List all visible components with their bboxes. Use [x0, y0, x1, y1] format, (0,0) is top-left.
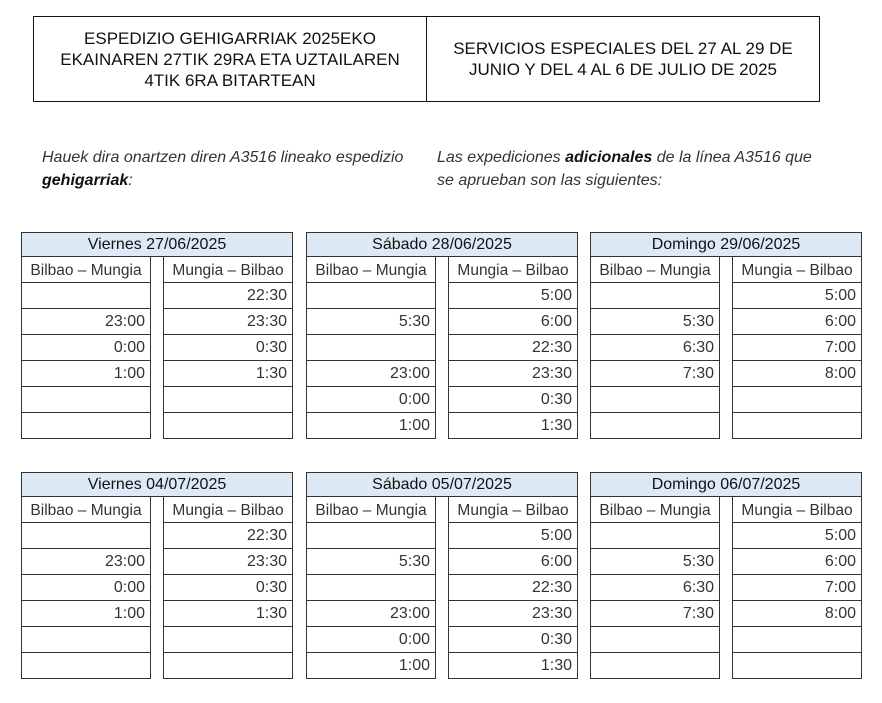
- time-cell: 1:30: [163, 601, 293, 627]
- time-cell: 23:00: [306, 601, 436, 627]
- time-cell: 1:00: [21, 361, 151, 387]
- time-cell: 7:00: [732, 335, 862, 361]
- day-title: Viernes 04/07/2025: [21, 472, 293, 497]
- column-bilbao-mungia: [21, 257, 151, 439]
- time-cell: [306, 523, 436, 549]
- time-cell: [590, 627, 720, 653]
- time-cell: 5:00: [448, 283, 578, 309]
- day-title: Sábado 28/06/2025: [306, 232, 578, 257]
- column-bilbao-mungia: [590, 497, 720, 679]
- time-cell: [21, 413, 151, 439]
- time-cell: 7:30: [590, 361, 720, 387]
- time-cell: 7:00: [732, 575, 862, 601]
- time-cell: 22:30: [448, 575, 578, 601]
- header-box: [33, 16, 820, 102]
- time-cell: 6:00: [732, 309, 862, 335]
- time-cell: [590, 283, 720, 309]
- column-header: Bilbao – Mungia: [21, 497, 151, 523]
- time-cell: [590, 413, 720, 439]
- time-cell: [590, 387, 720, 413]
- time-cell: 6:00: [732, 549, 862, 575]
- intro-spanish-end: de la línea A3516 que se aprueban son las siguientes:: [437, 149, 812, 189]
- time-cell: [590, 653, 720, 679]
- day-title: Viernes 27/06/2025: [21, 232, 293, 257]
- time-cell: [163, 413, 293, 439]
- time-cell: 23:00: [21, 549, 151, 575]
- time-cell: 0:00: [306, 387, 436, 413]
- column-header: Mungia – Bilbao: [732, 497, 862, 523]
- time-cell: 23:00: [306, 361, 436, 387]
- time-cell: 23:00: [21, 309, 151, 335]
- header-title-spanish: SERVICIOS ESPECIALES DEL 27 AL 29 DE JUNIO Y DEL 4 AL 6 DE JULIO DE 2025: [426, 17, 819, 101]
- time-cell: 1:30: [448, 413, 578, 439]
- column-mungia-bilbao: [163, 257, 293, 439]
- time-cell: 6:30: [590, 335, 720, 361]
- column-header: Bilbao – Mungia: [306, 257, 436, 283]
- time-cell: 0:00: [21, 575, 151, 601]
- time-cell: 22:30: [163, 523, 293, 549]
- time-cell: 0:30: [163, 575, 293, 601]
- day-title: Domingo 06/07/2025: [590, 472, 862, 497]
- column-mungia-bilbao: [448, 257, 578, 439]
- time-cell: 6:00: [448, 549, 578, 575]
- day-title: Domingo 29/06/2025: [590, 232, 862, 257]
- time-cell: 7:30: [590, 601, 720, 627]
- schedule-day-5: [306, 472, 578, 679]
- time-cell: [732, 653, 862, 679]
- time-cell: [732, 413, 862, 439]
- intro-basque-end: :: [128, 172, 133, 189]
- time-cell: 1:30: [448, 653, 578, 679]
- time-cell: 1:00: [306, 653, 436, 679]
- intro-spanish: [437, 146, 822, 192]
- time-cell: [306, 575, 436, 601]
- time-cell: 6:30: [590, 575, 720, 601]
- time-cell: 23:30: [163, 309, 293, 335]
- time-cell: [732, 627, 862, 653]
- column-header: Bilbao – Mungia: [21, 257, 151, 283]
- time-cell: 1:00: [21, 601, 151, 627]
- time-cell: 0:30: [163, 335, 293, 361]
- schedule-day-3: [590, 232, 862, 439]
- column-header: Mungia – Bilbao: [448, 257, 578, 283]
- intro-basque: [42, 146, 427, 192]
- column-bilbao-mungia: [306, 257, 436, 439]
- time-cell: 23:30: [448, 601, 578, 627]
- time-cell: [21, 523, 151, 549]
- column-mungia-bilbao: [732, 257, 862, 439]
- time-cell: 0:00: [21, 335, 151, 361]
- intro-spanish-text: Las expediciones: [437, 149, 566, 166]
- time-cell: 5:00: [448, 523, 578, 549]
- column-bilbao-mungia: [590, 257, 720, 439]
- column-header: Bilbao – Mungia: [590, 257, 720, 283]
- time-cell: [590, 523, 720, 549]
- column-mungia-bilbao: [732, 497, 862, 679]
- time-cell: [21, 653, 151, 679]
- time-cell: [306, 283, 436, 309]
- schedule-day-4: [21, 472, 293, 679]
- time-cell: 0:30: [448, 627, 578, 653]
- time-cell: 5:30: [590, 549, 720, 575]
- time-cell: [21, 283, 151, 309]
- column-bilbao-mungia: [21, 497, 151, 679]
- time-cell: 5:00: [732, 283, 862, 309]
- time-cell: 8:00: [732, 601, 862, 627]
- time-cell: 22:30: [448, 335, 578, 361]
- schedule-day-2: [306, 232, 578, 439]
- column-mungia-bilbao: [163, 497, 293, 679]
- time-cell: 1:30: [163, 361, 293, 387]
- time-cell: 5:30: [590, 309, 720, 335]
- time-cell: 23:30: [163, 549, 293, 575]
- column-bilbao-mungia: [306, 497, 436, 679]
- column-header: Mungia – Bilbao: [732, 257, 862, 283]
- column-header: Mungia – Bilbao: [448, 497, 578, 523]
- column-header: Mungia – Bilbao: [163, 497, 293, 523]
- intro-basque-text: Hauek dira onartzen diren A3516 lineako espedizio: [42, 149, 404, 166]
- time-cell: 1:00: [306, 413, 436, 439]
- time-cell: [21, 627, 151, 653]
- time-cell: 5:00: [732, 523, 862, 549]
- time-cell: 23:30: [448, 361, 578, 387]
- column-mungia-bilbao: [448, 497, 578, 679]
- time-cell: [21, 387, 151, 413]
- column-header: Mungia – Bilbao: [163, 257, 293, 283]
- time-cell: 6:00: [448, 309, 578, 335]
- day-title: Sábado 05/07/2025: [306, 472, 578, 497]
- header-title-basque: ESPEDIZIO GEHIGARRIAK 2025EKO EKAINAREN 27TIK 29RA ETA UZTAILAREN 4TIK 6RA BITARTEAN: [60, 28, 400, 90]
- time-cell: [732, 387, 862, 413]
- schedule-day-1: [21, 232, 293, 439]
- column-header: Bilbao – Mungia: [306, 497, 436, 523]
- time-cell: 0:00: [306, 627, 436, 653]
- intro-basque-bold: gehigarriak: [42, 172, 129, 189]
- time-cell: 5:30: [306, 309, 436, 335]
- time-cell: 22:30: [163, 283, 293, 309]
- intro-spanish-bold: adicionales: [565, 149, 653, 166]
- time-cell: 5:30: [306, 549, 436, 575]
- column-header: Bilbao – Mungia: [590, 497, 720, 523]
- time-cell: [163, 387, 293, 413]
- time-cell: [306, 335, 436, 361]
- time-cell: 0:30: [448, 387, 578, 413]
- time-cell: 8:00: [732, 361, 862, 387]
- schedule-day-6: [590, 472, 862, 679]
- time-cell: [163, 653, 293, 679]
- time-cell: [163, 627, 293, 653]
